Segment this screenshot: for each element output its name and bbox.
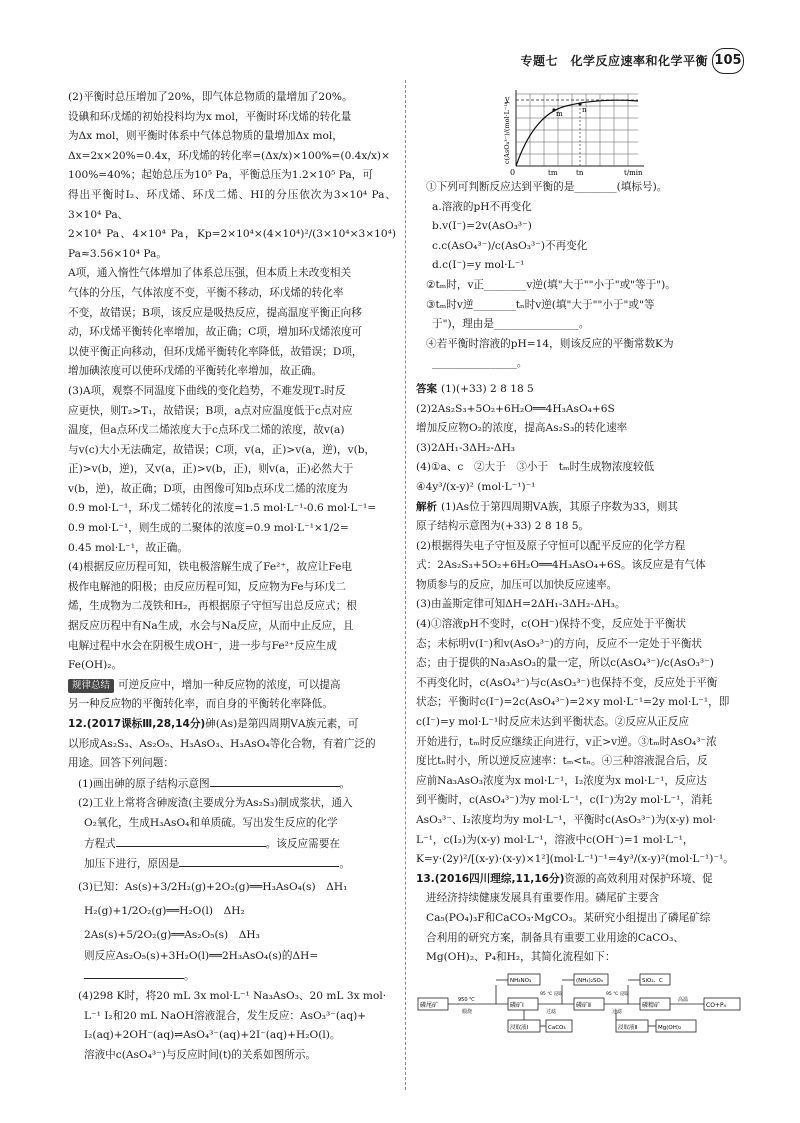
option-b: b.v(I⁻)=2v(AsO₃³⁻) (432, 220, 532, 233)
flow-box-tailings: 磷尾矿 (420, 1001, 439, 1009)
text-line: 100%=40%；起始总压为10⁵ Pa，平衡总压为1.2×10⁵ Pa，可 (68, 169, 373, 182)
analysis-14: 应前Na₃AsO₃浓度为x mol·L⁻¹，I₂浓度为x mol·L⁻¹，反应达 (416, 774, 707, 787)
flow-caco3: CaCO₃ (548, 1024, 566, 1031)
text-line: 不变，故错误；B项，该反应是吸热反应，提高温度平衡正向移 (68, 306, 362, 319)
concentration-curve (516, 100, 638, 166)
text-line: 电解过程中水会在阴极生成OH⁻，进一步与Fe²⁺反应生成 (68, 639, 337, 652)
page-number: 105 (712, 48, 744, 74)
text-line: 据反应历程中有Na生成，水会与Na反应，从而中止反应，且 (68, 620, 354, 633)
flow-reagent-2: (NH₄)₂SO₄ (576, 977, 603, 984)
flow-box-product: CO+P₄ (706, 1001, 726, 1009)
text-line: 极作电解池的阳极；由反应历程可知，反应物为Fe与环戊二 (68, 580, 346, 593)
flow-reagent-3: SiO₂、C (642, 977, 663, 984)
q12-number: 12. (68, 718, 87, 730)
q12-sub4-2: ________________。 (432, 357, 528, 370)
analysis-6: (4)①溶液pH不变时，c(OH⁻)保持不变，反应处于平衡状 (416, 618, 687, 631)
text-line: Fe(OH)₂。 (68, 659, 123, 672)
analysis-0: (1)As位于第四周期ⅤA族，其原子序数为33，则其 (441, 500, 678, 513)
text-line: 烯，生成物为二茂铁和H₂，再根据原子守恒写出总反应式；根 (68, 600, 357, 613)
flowchart-svg (416, 972, 744, 1034)
process-flowchart (416, 972, 744, 1034)
text-line: 以使平衡正向移动，但环戊烯平衡转化率降低，故错误；D项， (68, 345, 363, 358)
analysis-3: 式：2As₂S₃+5O₂+6H₂O══4H₃AsO₄+6S。该反应是有气体 (416, 559, 706, 572)
text-line: (2)平衡时总压增加了20%，即气体总物质的量增加了20%。 (68, 91, 353, 103)
text-line: 得出平衡时I₂、环戊烯、环戊二烯、HI的分压依次为3×10⁴ Pa、3×10⁴ Pa、 (68, 188, 396, 221)
text-line: 应更快，则T₂>T₁，故错误；B项，a点对应温度低于c点对应 (68, 404, 353, 417)
right-column (416, 86, 744, 1034)
analysis-11: c(I⁻)=y mol·L⁻¹时反应未达到平衡状态。②反应从正反应 (416, 716, 689, 729)
flow-cond-3b: 过滤 (612, 1008, 623, 1015)
q12-part1: (1)画出砷的原子结构示意图 。 (68, 774, 396, 795)
q12-part2-1: (2)工业上常将含砷废渣(主要成分为As₂S₃)制成浆状，通入 (78, 797, 353, 810)
q13-intro (416, 870, 744, 890)
flow-cond-2b: 过滤 (546, 1008, 557, 1015)
analysis-10: 状态；平衡时c(I⁻)=2c(AsO₄³⁻)=2×y mol·L⁻¹=2y mol·L⁻¹，即 (416, 696, 730, 709)
tick-tn: tn (576, 169, 584, 177)
analysis-7: 态；未标明v(I⁻)和v(AsO₃³⁻)的方向，反应不一定处于平衡状 (416, 637, 703, 650)
flow-box-ore-2: 磷矿Ⅱ (576, 1001, 591, 1009)
tick-tm: tm (548, 169, 558, 177)
flow-leach-1: 浸取液Ⅰ (510, 1024, 529, 1031)
answer-4: (3)2ΔH₁-3ΔH₂-ΔH₃ (416, 441, 516, 454)
q12-part2-eq-label: 方程式 (84, 837, 116, 850)
answer-blank[interactable] (179, 854, 339, 867)
text-line: A项，通入惰性气体增加了体系总压强，但本质上未改变相关 (68, 267, 352, 280)
q13-line-4: Mg(OH)₂、P₄和H₂，其简化流程如下： (426, 951, 616, 964)
answer-3: 增加反应物O₂的浓度，提高As₂S₃的转化速率 (416, 422, 628, 435)
flow-cond-4: 高温 (678, 996, 689, 1003)
q12-part1-text: (1)画出砷的原子结构示意图 (78, 777, 210, 790)
q12-intro-3: 用途。回答下列问题： (68, 757, 174, 770)
answer-tag: 答案 (416, 382, 437, 395)
flow-box-concentrate: 磷精矿 (642, 1001, 661, 1009)
text-line: 增加碘浓度可以使环戊烯的平衡转化率增加，故正确。 (68, 365, 323, 378)
text-line: 为Δx mol，则平衡时体系中气体总物质的量增加Δx mol， (68, 130, 343, 143)
q12-sub1: ①下列可判断反应达到平衡的是________(填标号)。 (426, 181, 668, 193)
q12-part3-5 (68, 966, 396, 987)
q12-part2-4: 加压下进行，原因是 。 (68, 854, 396, 875)
q12-intro-1: 砷(As)是第四周期ⅤA族元素，可 (205, 718, 359, 730)
option-c: c.c(AsO₄³⁻)/c(AsO₃³⁻)不再变化 (432, 239, 588, 252)
q12-part3-3: 2As(s)+5/2O₂(g)══As₂O₅(s) ΔH₃ (84, 928, 260, 941)
label-n: n (582, 106, 587, 114)
q12-intro-2: 以形成As₂S₃、As₂O₅、H₃AsO₃、H₃AsO₄等化合物，有着广泛的 (68, 737, 376, 750)
q13-line-2: Ca₅(PO₄)₃F和CaCO₃·MgCO₃。某研究小组提出了磷尾矿综 (426, 911, 711, 924)
q12-part3-1: (3)已知：As(s)+3/2H₂(g)+2O₂(g)══H₃AsO₄(s) ΔH₁ (78, 880, 348, 893)
text-line: 0.9 mol·L⁻¹，则生成的二聚体的浓度=0.9 mol·L⁻¹×1/2= (68, 522, 349, 535)
text-line: 设碘和环戊烯的初始投料均为x mol，平衡时环戊烯的转化量 (68, 110, 352, 123)
flow-cond-1b: 煅烧 (462, 1008, 473, 1015)
q12-part2-note: 。该反应需要在 (265, 837, 340, 850)
q13-line-3: 合利用的研究方案，制备具有重要工业用途的CaCO₃、 (426, 931, 684, 944)
q12-part2-reason: 加压下进行，原因是 (84, 858, 180, 871)
text-line: v(b，逆)，故正确；D项，由图像可知b点环戊二烯的浓度为 (68, 482, 348, 495)
x-axis-label: t/min (624, 169, 643, 177)
answer-blank[interactable] (116, 834, 266, 847)
q12-sub2: ②tₘ时，v正________v逆(填"大于""小于"或"等于")。 (426, 278, 676, 291)
flow-box-ore-1: 磷矿Ⅰ (510, 1001, 524, 1009)
q12-part3-4: 则反应As₂O₅(s)+3H₂O(l)══2H₃AsO₄(s)的ΔH= (84, 949, 319, 962)
graph-svg (416, 86, 744, 178)
rule-text-2: 另一种反应物的平衡转化率，而自身的平衡转化率降低。 (68, 698, 333, 711)
rule-text-1: 可逆反应中，增加一种反应物的浓度，可以提高 (118, 678, 341, 691)
q13-number: 13. (416, 872, 435, 885)
answer-2: (2)2As₂S₃+5O₂+6H₂O══4H₃AsO₄+6S (416, 402, 615, 415)
text-line: 与v(c)大小无法确定，故错误；C项，v(a，正)>v(a，逆)，v(b， (68, 443, 376, 456)
answer-blank[interactable] (210, 774, 340, 787)
q13-source: (2016四川理综,11,16分) (434, 872, 565, 885)
q12-sub4-1: ④若平衡时溶液的pH=14，则该反应的平衡常数K为 (426, 337, 674, 350)
analysis-tag: 解析 (416, 500, 437, 513)
analysis-18: K=y·(2y)²/[(x-y)·(x-y)×1²](mol·L⁻¹)⁻¹=4y³/(x-y)²(mol·L⁻¹)⁻¹。 (416, 853, 734, 866)
q12-part4-4: 溶液中c(AsO₄³⁻)与反应时间(t)的关系如图所示。 (84, 1048, 317, 1061)
rule-tag: 规律总结 (68, 679, 114, 693)
flow-cond-3: 95 ℃ 浸取 (606, 991, 629, 997)
analysis-13: 度比tₙ时小，所以逆反应速率：tₘ<tₙ。④三种溶液混合后，反 (416, 755, 708, 768)
option-d: d.c(I⁻)=y mol·L⁻¹ (432, 259, 525, 272)
q13-line-0: 资源的高效利用对保护环境、促 (564, 872, 713, 885)
rule-summary (68, 676, 396, 696)
text-line: Δx=2x×20%=0.4x，环戊烯的转化率=(Δx/x)×100%=(0.4x/x)× (68, 149, 390, 162)
answer-6: ④4y³/(x-y)² (mol·L⁻¹)⁻¹ (416, 480, 536, 493)
analysis-5: (3)由盖斯定律可知ΔH=2ΔH₁-3ΔH₂-ΔH₃。 (416, 598, 626, 611)
chapter-title: 专题七 化学反应速率和化学平衡 (520, 54, 708, 68)
text-line: (3)A项，观察不同温度下曲线的变化趋势，不难发现T₂时反 (68, 384, 346, 397)
flow-leach-2: 浸取液Ⅱ (618, 1024, 638, 1031)
q12-part4-2: L⁻¹ I₂和20 mL NaOH溶液混合，发生反应：AsO₃³⁻(aq)+ (84, 1009, 367, 1022)
q12-sub3-1: ③tₘ时v逆________tₙ时v逆(填"大于""小于"或"等 (426, 298, 655, 311)
y-level-label: y (505, 95, 510, 104)
answer-5: (4)①a、c ②大于 ③小于 tₘ时生成物浓度较低 (416, 461, 655, 474)
y-axis-label: c(AsO₄³⁻)/(mol·L⁻¹) (503, 101, 511, 164)
q12-part3-2: H₂(g)+1/2O₂(g)══H₂O(l) ΔH₂ (84, 904, 245, 917)
analysis-4: 物质参与的反应，加压可以加快反应速率。 (416, 578, 618, 591)
page-header (0, 48, 800, 78)
left-paragraphs (68, 88, 396, 676)
concentration-time-graph (416, 86, 744, 178)
analysis-9: 不再变化时，c(AsO₄³⁻)与c(AsO₃³⁻)也保持不变，反应处于平衡 (416, 676, 718, 689)
q12-sub3-2: 于")，理由是________________。 (432, 318, 590, 331)
text-line: 2×10⁴ Pa、4×10⁴ Pa，Kp=2×10⁴×(4×10⁴)²/(3×10⁴×3×10⁴) Pa≈3.56×10⁴ Pa。 (68, 228, 396, 260)
analysis-8: 态；由于提供的Na₃AsO₃的量一定，所以c(AsO₄³⁻)/c(AsO₃³⁻) (416, 657, 714, 670)
q13-line-1: 进经济持续健康发展具有重要作用。磷尾矿主要含 (426, 892, 660, 905)
q12-source: (2017课标Ⅲ,28,14分) (86, 718, 206, 730)
analysis-block (416, 498, 744, 518)
analysis-2: (2)根据得失电子守恒及原子守恒可以配平反应的化学方程 (416, 539, 686, 552)
answer-blank[interactable] (84, 966, 184, 979)
text-line: 0.9 mol·L⁻¹，环戊二烯转化的浓度=1.5 mol·L⁻¹-0.6 mol·L⁻¹= (68, 502, 377, 515)
text-line: 正)>v(b，逆)，又v(a，正)>v(b，正)，则v(a，正)必然大于 (68, 463, 354, 476)
q12-intro (68, 715, 396, 735)
origin-label: 0 (510, 168, 516, 177)
q12-part3-end: 。 (184, 970, 195, 983)
option-a: a.溶液的pH不再变化 (432, 200, 532, 213)
flow-reagent-1: NH₄NO₃ (510, 977, 532, 984)
text-line: 温度，但a点环戊二烯浓度大于c点环戊二烯的浓度，故v(a) (68, 424, 345, 437)
text-line: (4)根据反应历程可知，铁电极溶解生成了Fe²⁺，故应让Fe电 (68, 561, 352, 574)
text-line: 0.45 mol·L⁻¹，故正确。 (68, 541, 188, 554)
analysis-17: L⁻¹，c(I₂)为(x-y) mol·L⁻¹，溶液中c(OH⁻)=1 mol·L⁻¹， (416, 833, 694, 846)
flow-cond-1: 950 ℃ (458, 996, 475, 1003)
text-line: 气体的分压，气体浓度不变，平衡不移动，环戊烯的转化率 (68, 286, 344, 299)
q12-part4-1: (4)298 K时，将20 mL 3x mol·L⁻¹ Na₃AsO₃、20 mL 3x mol· (78, 989, 387, 1002)
left-column (68, 88, 396, 1065)
answer-1: (1)(+33) 2 8 18 5 (441, 382, 534, 395)
flow-mgoh2: Mg(OH)₂ (658, 1024, 682, 1031)
analysis-1: 原子结构示意图为(+33) 2 8 18 5。 (416, 520, 590, 533)
q12-part2-3 (68, 834, 396, 855)
analysis-15: 到平衡时，c(AsO₄³⁻)为y mol·L⁻¹，c(I⁻)为2y mol·L⁻¹，消耗 (416, 794, 713, 807)
flow-cond-2: 95 ℃ 浸取 (540, 991, 563, 997)
q12-part2-2: O₂氧化，生成H₃AsO₄和单质硫。写出发生反应的化学 (84, 816, 338, 829)
label-m: m (556, 110, 563, 118)
q12-part4-3: I₂(aq)+2OH⁻(aq)⇌AsO₄³⁻(aq)+2I⁻(aq)+H₂O(l)。 (84, 1029, 341, 1042)
analysis-16: AsO₃³⁻、I₂浓度均为y mol·L⁻¹，平衡时c(AsO₃³⁻)为(x-y) mol· (416, 814, 716, 826)
column-divider (405, 80, 406, 1090)
answer-block (416, 380, 744, 400)
text-line: 动，环戊烯平衡转化率增加，故正确；C项，增加环戊烯浓度可 (68, 326, 363, 339)
analysis-12: 开始进行，tₘ时反应继续正向进行，v正>v逆。③tₘ时AsO₄³⁻浓 (416, 735, 717, 748)
